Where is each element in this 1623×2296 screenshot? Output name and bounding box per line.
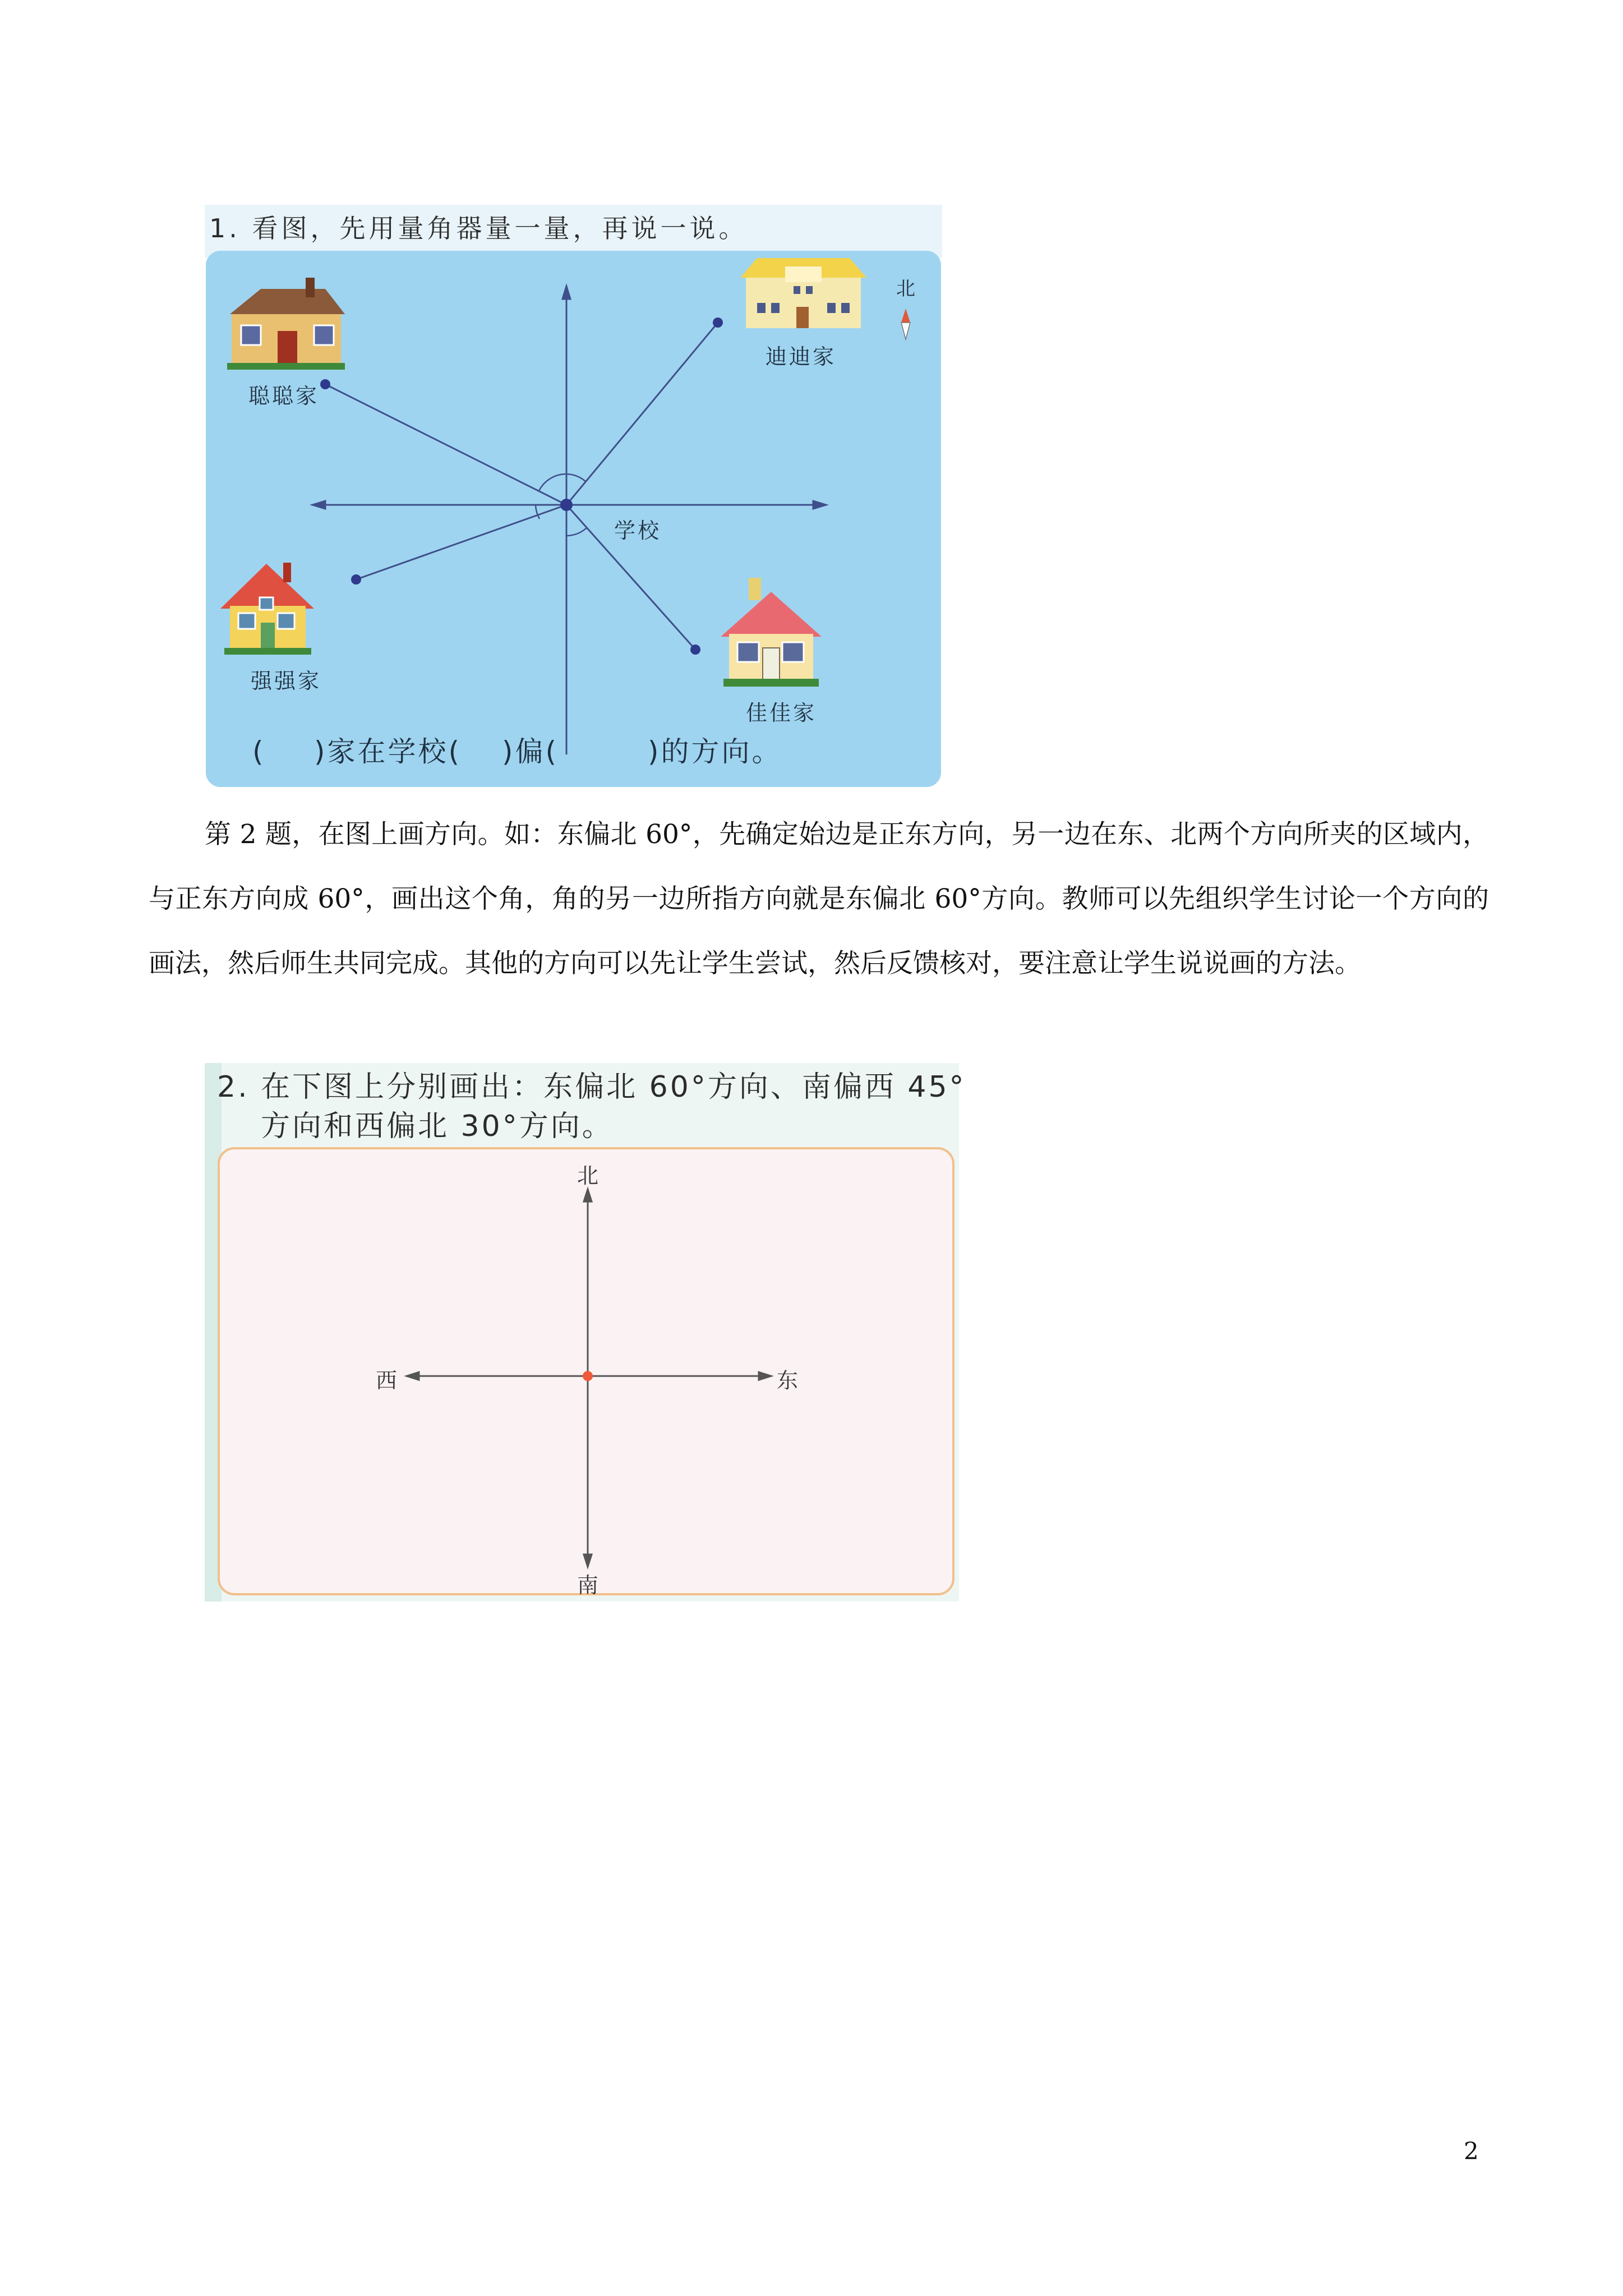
north-label: 北 <box>896 278 917 300</box>
east-direction-label: 东 <box>777 1368 799 1393</box>
exercise-2-figure <box>205 1063 966 1602</box>
fill-in-sentence <box>252 729 782 770</box>
exercise-1-title: 1. 看图，先用量角器量一量，再说一说。 <box>209 213 748 243</box>
didi-house-image <box>740 258 866 328</box>
center-point <box>583 1371 593 1381</box>
teaching-note-text: 第 2 题，在图上画方向。如：东偏北 60°，先确定始边是正东方向，另一边在东、北两个方向所夹的区域内，与正东方向成 60°，画出这个角，角的另一边所指方向就是东偏北 60°方向。教师可以先组织学生讨论一个方向的画法，然后师生共同完成。其他的方向可以先让学生尝试，然后反馈核对，要注意让学生说说画的方法。 <box>149 819 1489 979</box>
west-direction-label: 西 <box>376 1368 398 1393</box>
school-label: 学校 <box>614 518 662 543</box>
fill-part-3: )偏( <box>502 735 559 768</box>
qiangqiang-house-label: 强强家 <box>251 669 322 693</box>
exercise-1-panel <box>205 205 942 788</box>
fill-part-1: ( <box>252 735 266 768</box>
exercise-2-title-line1: 2. 在下图上分别画出：东偏北 60°方向、南偏西 45° <box>217 1070 966 1104</box>
south-direction-label: 南 <box>577 1573 599 1598</box>
didi-house-label: 迪迪家 <box>766 344 837 369</box>
congcong-house-label: 聪聪家 <box>248 384 320 408</box>
north-direction-label: 北 <box>577 1163 599 1188</box>
page-number: 2 <box>1464 2137 1479 2165</box>
fill-part-4: )的方向。 <box>648 735 782 768</box>
exercise-1-figure <box>205 205 942 788</box>
fill-part-2: )家在学校( <box>314 735 462 768</box>
exercise-2-title-line2: 方向和西偏北 30°方向。 <box>261 1110 614 1143</box>
teaching-note <box>149 802 1489 996</box>
jiajia-house-label: 佳佳家 <box>746 701 817 725</box>
